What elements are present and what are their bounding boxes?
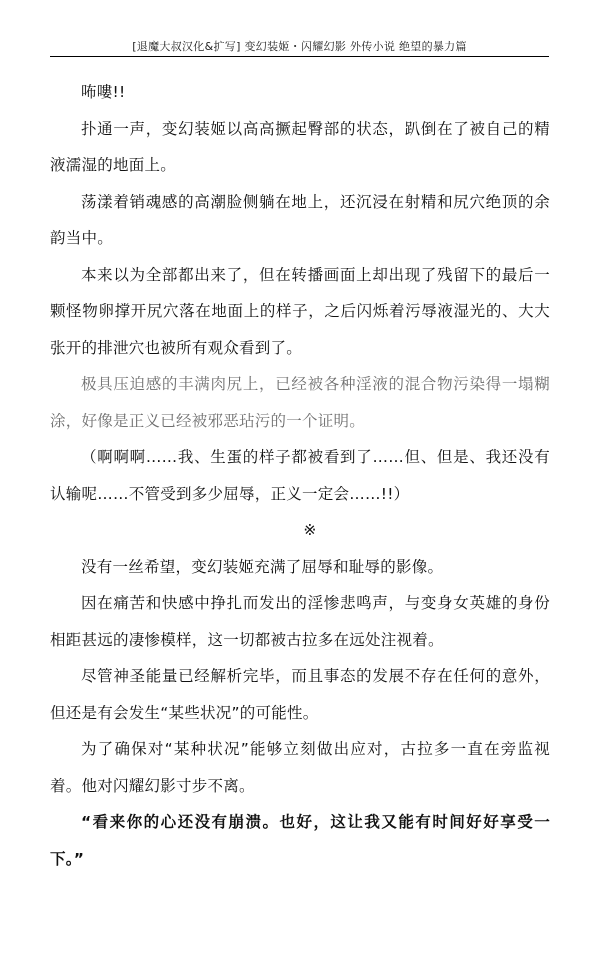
paragraph-inner-monologue: （啊啊啊……我、生蛋的样子都被看到了……但、但是、我还没有认输呢……不管受到多少屈辱，正义一定会……!!） [50, 448, 550, 503]
scene-break-symbol: ※ [303, 521, 317, 539]
page-header: [退魔大叔汉化&扩写] 变幻装姬・闪耀幻影 外传小说 绝望的暴力篇 [50, 38, 549, 57]
paragraph: 本来以为全部都出来了，但在转播画面上却出现了残留下的最后一颗怪物卵撑开尻穴落在地面上的样子，之后闪烁着污辱液湿光的、大大张开的排泄穴也被所有观众看到了。 [50, 265, 550, 357]
paragraph: 荡漾着销魂感的高潮脸侧躺在地上，还沉浸在射精和尻穴绝顶的余韵当中。 [50, 192, 550, 247]
paragraph-gray: 极具压迫感的丰满肉尻上，已经被各种淫液的混合物污染得一塌糊涂，好像是正义已经被邪恶玷污的一个证明。 [50, 375, 550, 430]
paragraph: 扑通一声，变幻装姬以高高撅起臀部的状态，趴倒在了被自己的精液濡湿的地面上。 [50, 119, 550, 174]
paragraph-sound-effect: 咘嘍!! [81, 83, 126, 101]
paragraph: 尽管神圣能量已经解析完毕，而且事态的发展不存在任何的意外，但还是有会发生“某些状况”的可能性。 [50, 667, 550, 722]
paragraph-dialogue-bold: “看来你的心还没有崩溃。也好，这让我又能有时间好好享受一下。” [50, 813, 550, 868]
novel-text-body [50, 74, 550, 877]
paragraph: 因在痛苦和快感中挣扎而发出的淫惨悲鸣声，与变身女英雄的身份相距甚远的凄惨模样，这一切都被古拉多在远处注视着。 [50, 594, 550, 649]
paragraph: 没有一丝希望，变幻装姬充满了屈辱和耻辱的影像。 [81, 557, 444, 576]
paragraph: 为了确保对“某种状况”能够立刻做出应对，古拉多一直在旁监视着。他对闪耀幻影寸步不离。 [50, 740, 550, 795]
